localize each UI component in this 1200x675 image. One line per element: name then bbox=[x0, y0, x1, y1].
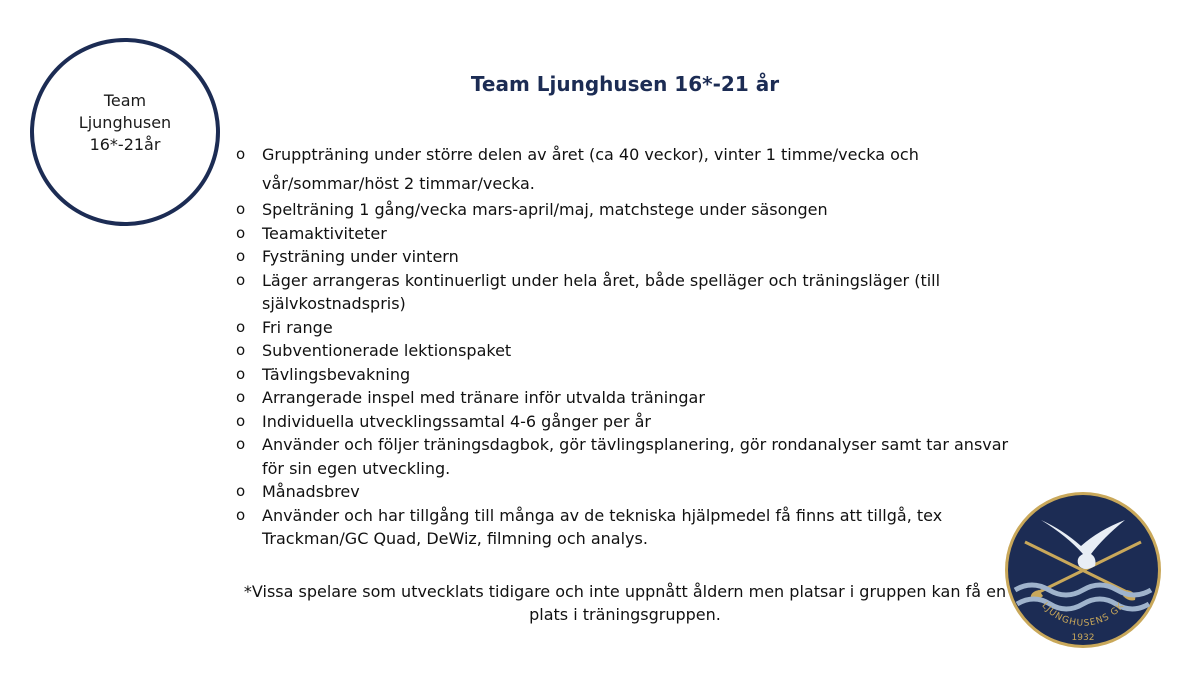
bullet-icon: o bbox=[236, 505, 246, 524]
list-item bbox=[236, 386, 1016, 410]
list-item bbox=[236, 245, 1016, 269]
logo-arc-text: LJUNGHUSENS GK bbox=[1039, 600, 1127, 629]
list-item bbox=[236, 504, 1016, 551]
bullet-icon: o bbox=[236, 145, 246, 163]
bullet-icon: o bbox=[236, 341, 246, 359]
bullet-icon: o bbox=[236, 223, 246, 242]
list-item-text: Läger arrangeras kontinuerligt under hela året, både spelläger och träningsläger (till självkostnadspris) bbox=[262, 270, 941, 313]
list-item bbox=[236, 316, 1016, 340]
bullet-icon: o bbox=[236, 411, 246, 430]
list-item-text: Subventionerade lektionspaket bbox=[262, 341, 512, 360]
bullet-icon: o bbox=[236, 435, 246, 453]
bullet-icon: o bbox=[236, 317, 246, 336]
list-item-text: Månadsbrev bbox=[262, 482, 360, 501]
list-item-text: Spelträning 1 gång/vecka mars-april/maj, matchstege under säsongen bbox=[262, 200, 828, 219]
circle-label bbox=[79, 90, 171, 156]
list-item bbox=[236, 410, 1016, 434]
bullet-icon: o bbox=[236, 200, 246, 218]
bullet-icon: o bbox=[236, 364, 246, 383]
list-item-text: Använder och har tillgång till många av de tekniska hjälpmedel få finns att tillgå, tex Trackman/GC Quad, DeWiz, filmning och analys. bbox=[262, 505, 943, 548]
list-item-text: Fysträning under vintern bbox=[262, 247, 459, 266]
list-item bbox=[236, 363, 1016, 387]
circle-label-line-2: Ljunghusen bbox=[78, 113, 172, 132]
list-item-text: Fri range bbox=[262, 317, 333, 337]
circle-label-line-1: Team bbox=[103, 91, 147, 110]
logo-year: 1932 bbox=[1071, 633, 1095, 643]
benefit-list bbox=[236, 140, 1016, 551]
team-circle-badge bbox=[30, 38, 220, 226]
club-logo bbox=[1003, 490, 1163, 650]
list-item bbox=[236, 480, 1016, 504]
list-item-text: Individuella utvecklingssamtal 4-6 gånger per år bbox=[262, 411, 651, 431]
list-item-text: Teamaktiviteter bbox=[262, 223, 387, 243]
bullet-icon: o bbox=[236, 388, 246, 406]
list-item bbox=[236, 222, 1016, 246]
list-item bbox=[236, 269, 1016, 316]
circle-label-line-3: 16*-21år bbox=[89, 135, 161, 154]
footnote: *Vissa spelare som utvecklats tidigare och inte uppnått åldern men platsar i gruppen kan få en plats i träningsgruppen. bbox=[243, 582, 1007, 624]
list-item-text: Gruppträning under större delen av året (ca 40 veckor), vinter 1 timme/vecka och vår/sommar/höst 2 timmar/vecka. bbox=[262, 145, 919, 193]
list-item bbox=[236, 433, 1016, 480]
bullet-icon: o bbox=[236, 247, 246, 265]
list-item-text: Använder och följer träningsdagbok, gör tävlingsplanering, gör rondanalyser samt tar ansvar för sin egen utveckling. bbox=[262, 435, 1009, 478]
list-item-text: Arrangerade inspel med tränare inför utvalda träningar bbox=[262, 388, 705, 407]
list-item bbox=[236, 198, 1016, 222]
page-title: Team Ljunghusen 16*-21 år bbox=[470, 72, 780, 96]
bullet-icon: o bbox=[236, 270, 246, 289]
bullet-icon: o bbox=[236, 482, 246, 500]
list-item bbox=[236, 140, 1016, 198]
list-item-text: Tävlingsbevakning bbox=[262, 364, 411, 384]
list-item bbox=[236, 339, 1016, 363]
